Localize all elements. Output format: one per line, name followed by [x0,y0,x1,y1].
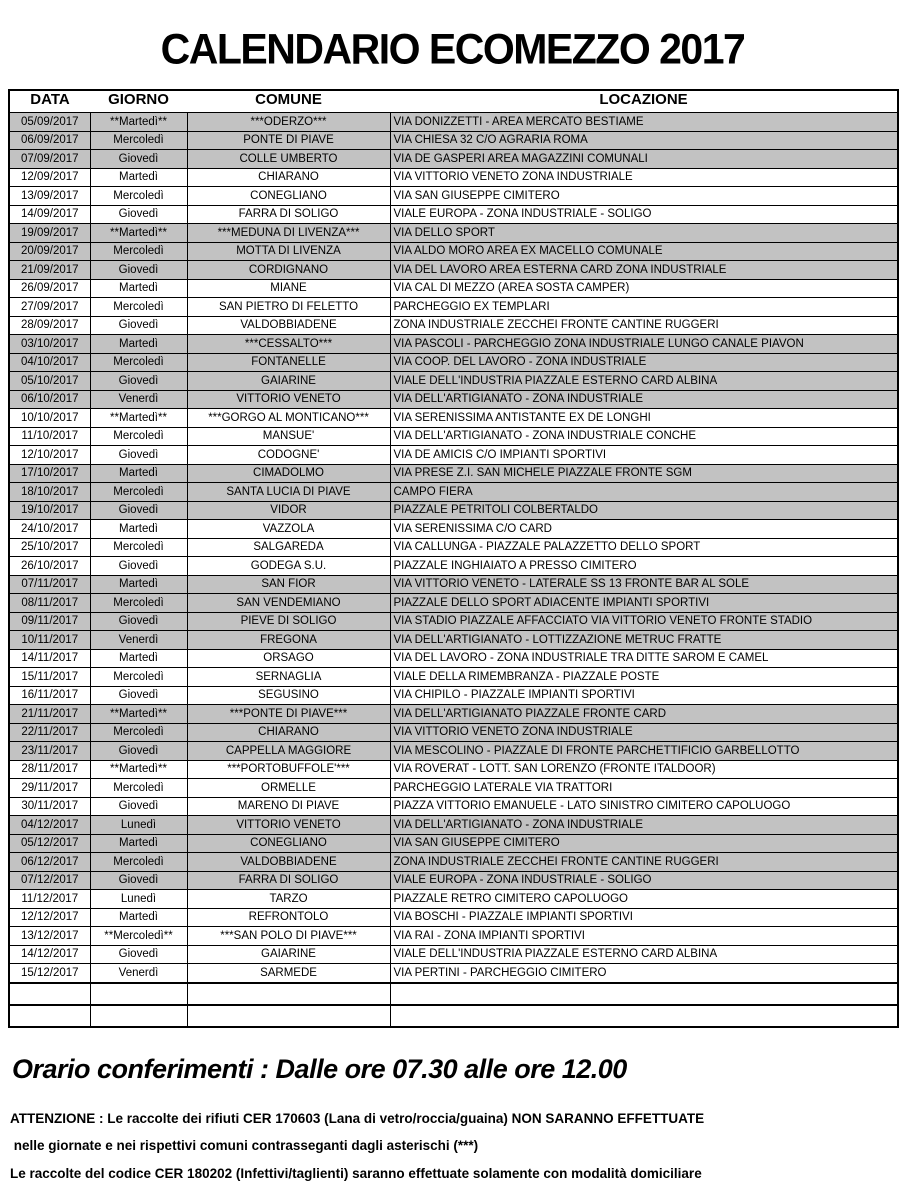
cell-locazione: VIA PERTINI - PARCHEGGIO CIMITERO [390,964,898,983]
cell-comune: VALDOBBIADENE [187,316,390,335]
table-row [9,501,898,520]
table-row [9,779,898,798]
cell-date: 14/11/2017 [9,649,90,668]
cell-comune: VAZZOLA [187,520,390,539]
cell-locazione: VIA DE AMICIS C/O IMPIANTI SPORTIVI [390,446,898,465]
cell-locazione: VIA SAN GIUSEPPE CIMITERO [390,187,898,206]
cell-comune: MANSUE' [187,427,390,446]
cell-date: 05/12/2017 [9,834,90,853]
cell-date: 08/11/2017 [9,594,90,613]
table-row [9,631,898,650]
cell-day: Mercoledì [90,779,187,798]
cell-day: Martedì [90,575,187,594]
column-header-locazione: LOCAZIONE [390,90,898,113]
cell-locazione: PIAZZALE INGHIAIATO A PRESSO CIMITERO [390,557,898,576]
cell-comune: ORMELLE [187,779,390,798]
cell-date: 17/10/2017 [9,464,90,483]
cell-locazione: VIA VITTORIO VENETO - LATERALE SS 13 FRONTE BAR AL SOLE [390,575,898,594]
cell-date: 16/11/2017 [9,686,90,705]
cell-date: 04/10/2017 [9,353,90,372]
table-row [9,446,898,465]
cell-comune: SARMEDE [187,964,390,983]
cell-comune: GAIARINE [187,372,390,391]
table-row [9,372,898,391]
cell-comune: VALDOBBIADENE [187,853,390,872]
column-header-data: DATA [9,90,90,113]
cell-comune: ***PORTOBUFFOLE'*** [187,760,390,779]
cell-day: Mercoledì [90,427,187,446]
cell-locazione: VIA DEL LAVORO - ZONA INDUSTRIALE TRA DITTE SAROM E CAMEL [390,649,898,668]
cell-day [90,983,187,1005]
cell-comune: GAIARINE [187,945,390,964]
cell-day: Mercoledì [90,131,187,150]
table-row [9,353,898,372]
cell-comune: GODEGA S.U. [187,557,390,576]
cell-date: 20/09/2017 [9,242,90,261]
cell-day: Giovedì [90,261,187,280]
cell-day: Martedì [90,649,187,668]
table-row [9,427,898,446]
cell-locazione: VIA DELL'ARTIGIANATO - ZONA INDUSTRIALE [390,816,898,835]
cell-date: 07/09/2017 [9,150,90,169]
table-row [9,187,898,206]
cell-day: Mercoledì [90,594,187,613]
cell-comune: FONTANELLE [187,353,390,372]
cell-date: 03/10/2017 [9,335,90,354]
cell-locazione [390,1005,898,1027]
cell-comune: PONTE DI PIAVE [187,131,390,150]
table-row [9,668,898,687]
cell-day: Mercoledì [90,483,187,502]
cell-date: 06/12/2017 [9,853,90,872]
cell-locazione: VIA CHIESA 32 C/O AGRARIA ROMA [390,131,898,150]
cell-day: Lunedì [90,890,187,909]
table-row [9,575,898,594]
cell-day: Giovedì [90,945,187,964]
orario-conferimenti-text: Orario conferimenti : Dalle ore 07.30 alle ore 12.00 [12,1053,627,1084]
calendar-table-body [9,113,898,1027]
cell-day: Giovedì [90,316,187,335]
cell-date: 26/09/2017 [9,279,90,298]
cell-day: Mercoledì [90,538,187,557]
cell-date: 15/12/2017 [9,964,90,983]
cell-locazione: VIA RAI - ZONA IMPIANTI SPORTIVI [390,927,898,946]
cell-date: 22/11/2017 [9,723,90,742]
column-header-comune: COMUNE [187,90,390,113]
table-row [9,908,898,927]
cell-day: **Martedì** [90,760,187,779]
cell-locazione: VIA DELL'ARTIGIANATO PIAZZALE FRONTE CARD [390,705,898,724]
cell-comune: SAN VENDEMIANO [187,594,390,613]
cell-day: **Martedì** [90,705,187,724]
cell-day: Mercoledì [90,853,187,872]
cell-locazione: VIALE EUROPA - ZONA INDUSTRIALE - SOLIGO [390,205,898,224]
table-row [9,964,898,983]
cell-locazione: ZONA INDUSTRIALE ZECCHEI FRONTE CANTINE RUGGERI [390,853,898,872]
cell-day: Martedì [90,464,187,483]
cell-date: 06/10/2017 [9,390,90,409]
table-row [9,834,898,853]
table-row [9,538,898,557]
table-row [9,279,898,298]
cell-comune: SERNAGLIA [187,668,390,687]
cell-comune: VITTORIO VENETO [187,816,390,835]
cell-comune: MOTTA DI LIVENZA [187,242,390,261]
cell-day: Venerdì [90,390,187,409]
cell-comune: ***PONTE DI PIAVE*** [187,705,390,724]
cell-day: Martedì [90,908,187,927]
table-row [9,816,898,835]
column-header-giorno: GIORNO [90,90,187,113]
table-row [9,853,898,872]
table-row [9,113,898,132]
cell-locazione: CAMPO FIERA [390,483,898,502]
cell-date: 14/09/2017 [9,205,90,224]
cell-date [9,1005,90,1027]
empty-table-row [9,1005,898,1027]
cell-day: Giovedì [90,372,187,391]
cell-locazione: PIAZZALE PETRITOLI COLBERTALDO [390,501,898,520]
cell-day: **Martedì** [90,409,187,428]
cell-comune: FARRA DI SOLIGO [187,205,390,224]
cell-date: 05/09/2017 [9,113,90,132]
cell-day: Martedì [90,520,187,539]
cell-comune [187,1005,390,1027]
cell-date: 26/10/2017 [9,557,90,576]
cell-locazione: VIALE EUROPA - ZONA INDUSTRIALE - SOLIGO [390,871,898,890]
table-row [9,390,898,409]
cell-day: **Mercoledì** [90,927,187,946]
cell-locazione: VIALE DELL'INDUSTRIA PIAZZALE ESTERNO CARD ALBINA [390,945,898,964]
table-row [9,797,898,816]
cell-day: Martedì [90,168,187,187]
cell-date: 07/12/2017 [9,871,90,890]
cell-locazione: VIALE DELLA RIMEMBRANZA - PIAZZALE POSTE [390,668,898,687]
table-row [9,131,898,150]
cell-day: Mercoledì [90,668,187,687]
cell-locazione: VIA SERENISSIMA ANTISTANTE EX DE LONGHI [390,409,898,428]
cell-day: Venerdì [90,631,187,650]
cell-day: Martedì [90,279,187,298]
cell-date: 28/11/2017 [9,760,90,779]
cell-locazione: VIA DE GASPERI AREA MAGAZZINI COMUNALI [390,150,898,169]
cell-locazione: VIA PRESE Z.I. SAN MICHELE PIAZZALE FRONTE SGM [390,464,898,483]
cell-comune: REFRONTOLO [187,908,390,927]
cell-locazione: VIA DONIZZETTI - AREA MERCATO BESTIAME [390,113,898,132]
table-row [9,686,898,705]
cell-day: Giovedì [90,797,187,816]
cell-locazione: VIA DELL'ARTIGIANATO - ZONA INDUSTRIALE [390,390,898,409]
cell-locazione: VIA SERENISSIMA C/O CARD [390,520,898,539]
cell-date [9,983,90,1005]
cell-locazione: VIA DELL'ARTIGIANATO - LOTTIZZAZIONE METRUC FRATTE [390,631,898,650]
cell-date: 24/10/2017 [9,520,90,539]
cell-day: Giovedì [90,871,187,890]
cell-comune: SAN FIOR [187,575,390,594]
cell-day: Giovedì [90,205,187,224]
table-row [9,871,898,890]
cell-comune: CONEGLIANO [187,834,390,853]
table-row [9,409,898,428]
cell-comune: ***GORGO AL MONTICANO*** [187,409,390,428]
footer [0,1054,905,1184]
table-row [9,760,898,779]
cell-date: 29/11/2017 [9,779,90,798]
cell-comune: VIDOR [187,501,390,520]
cell-comune: CIMADOLMO [187,464,390,483]
table-row [9,205,898,224]
cell-date: 14/12/2017 [9,945,90,964]
cell-locazione: VIA DEL LAVORO AREA ESTERNA CARD ZONA INDUSTRIALE [390,261,898,280]
cell-comune: CHIARANO [187,168,390,187]
cell-date: 13/12/2017 [9,927,90,946]
table-row [9,261,898,280]
cell-date: 15/11/2017 [9,668,90,687]
attention-note-line-2: nelle giornate e nei rispettivi comuni contrasseganti dagli asterischi (***) [10,1138,479,1154]
cell-day: Martedì [90,335,187,354]
cell-locazione: VIA ROVERAT - LOTT. SAN LORENZO (FRONTE ITALDOOR) [390,760,898,779]
cell-date: 27/09/2017 [9,298,90,317]
cell-locazione: VIA DELLO SPORT [390,224,898,243]
cell-day [90,1005,187,1027]
cell-date: 13/09/2017 [9,187,90,206]
cell-day: Mercoledì [90,187,187,206]
cell-date: 05/10/2017 [9,372,90,391]
table-row [9,224,898,243]
table-row [9,483,898,502]
cell-locazione: VIA VITTORIO VENETO ZONA INDUSTRIALE [390,168,898,187]
cell-locazione [390,983,898,1005]
cell-locazione: VIA VITTORIO VENETO ZONA INDUSTRIALE [390,723,898,742]
cell-comune: MARENO DI PIAVE [187,797,390,816]
cell-day: Giovedì [90,501,187,520]
cell-comune: SEGUSINO [187,686,390,705]
cell-date: 10/11/2017 [9,631,90,650]
table-row [9,612,898,631]
cell-comune: COLLE UMBERTO [187,150,390,169]
cell-locazione: VIA CHIPILO - PIAZZALE IMPIANTI SPORTIVI [390,686,898,705]
cell-date: 21/09/2017 [9,261,90,280]
cell-day: Lunedì [90,816,187,835]
cell-locazione: VIA CALLUNGA - PIAZZALE PALAZZETTO DELLO SPORT [390,538,898,557]
cell-date: 12/09/2017 [9,168,90,187]
cell-date: 12/12/2017 [9,908,90,927]
cell-locazione: VIA DELL'ARTIGIANATO - ZONA INDUSTRIALE CONCHE [390,427,898,446]
cell-comune: MIANE [187,279,390,298]
cell-comune: CODOGNE' [187,446,390,465]
cell-comune: SANTA LUCIA DI PIAVE [187,483,390,502]
cell-comune: ORSAGO [187,649,390,668]
cell-comune: PIEVE DI SOLIGO [187,612,390,631]
cell-locazione: VIA SAN GIUSEPPE CIMITERO [390,834,898,853]
cell-comune: ***CESSALTO*** [187,335,390,354]
calendar-table-header [9,90,898,113]
attention-note-line-1: ATTENZIONE : Le raccolte dei rifiuti CER 170603 (Lana di vetro/roccia/guaina) NON SARANNO EFFETTUATE [10,1110,705,1126]
cell-day: Mercoledì [90,353,187,372]
cell-locazione: VIA CAL DI MEZZO (AREA SOSTA CAMPER) [390,279,898,298]
cell-day: Giovedì [90,446,187,465]
cell-comune: ***MEDUNA DI LIVENZA*** [187,224,390,243]
cell-date: 21/11/2017 [9,705,90,724]
calendar-table [8,89,899,1028]
cell-locazione: PIAZZALE DELLO SPORT ADIACENTE IMPIANTI SPORTIVI [390,594,898,613]
table-row [9,464,898,483]
cell-date: 09/11/2017 [9,612,90,631]
cell-day: Giovedì [90,686,187,705]
cell-locazione: VIA PASCOLI - PARCHEGGIO ZONA INDUSTRIALE LUNGO CANALE PIAVON [390,335,898,354]
cell-comune: SAN PIETRO DI FELETTO [187,298,390,317]
cell-comune [187,983,390,1005]
cell-day: Giovedì [90,612,187,631]
header-row [9,90,898,113]
cell-date: 10/10/2017 [9,409,90,428]
page-title: CALENDARIO ECOMEZZO 2017 [160,25,745,73]
table-row [9,557,898,576]
cell-date: 07/11/2017 [9,575,90,594]
table-row [9,150,898,169]
cell-date: 12/10/2017 [9,446,90,465]
table-row [9,890,898,909]
table-row [9,335,898,354]
cell-day: Mercoledì [90,298,187,317]
cell-locazione: VIA COOP. DEL LAVORO - ZONA INDUSTRIALE [390,353,898,372]
cell-day: Venerdì [90,964,187,983]
cell-date: 30/11/2017 [9,797,90,816]
cell-day: **Martedì** [90,224,187,243]
cell-locazione: PIAZZALE RETRO CIMITERO CAPOLUOGO [390,890,898,909]
cell-locazione: PARCHEGGIO LATERALE VIA TRATTORI [390,779,898,798]
table-row [9,168,898,187]
cell-locazione: VIA STADIO PIAZZALE AFFACCIATO VIA VITTORIO VENETO FRONTE STADIO [390,612,898,631]
cell-date: 11/12/2017 [9,890,90,909]
table-row [9,520,898,539]
cell-date: 23/11/2017 [9,742,90,761]
cell-locazione: VIA MESCOLINO - PIAZZALE DI FRONTE PARCHETTIFICIO GARBELLOTTO [390,742,898,761]
cell-comune: TARZO [187,890,390,909]
cell-comune: CONEGLIANO [187,187,390,206]
table-row [9,316,898,335]
cell-day: Giovedì [90,557,187,576]
cell-date: 18/10/2017 [9,483,90,502]
cell-comune: ***ODERZO*** [187,113,390,132]
cell-locazione: VIA BOSCHI - PIAZZALE IMPIANTI SPORTIVI [390,908,898,927]
table-row [9,242,898,261]
cell-locazione: PIAZZA VITTORIO EMANUELE - LATO SINISTRO CIMITERO CAPOLUOGO [390,797,898,816]
table-row [9,723,898,742]
cell-comune: FREGONA [187,631,390,650]
empty-table-row [9,983,898,1005]
cell-comune: FARRA DI SOLIGO [187,871,390,890]
cell-locazione: VIALE DELL'INDUSTRIA PIAZZALE ESTERNO CARD ALBINA [390,372,898,391]
cell-date: 11/10/2017 [9,427,90,446]
cell-day: Martedì [90,834,187,853]
cell-comune: CAPPELLA MAGGIORE [187,742,390,761]
cell-comune: CORDIGNANO [187,261,390,280]
cell-locazione: VIA ALDO MORO AREA EX MACELLO COMUNALE [390,242,898,261]
table-row [9,594,898,613]
attention-note-line-3: Le raccolte del codice CER 180202 (Infettivi/taglienti) saranno effettuate solamente con modalità domiciliare [10,1165,702,1181]
cell-day: Giovedì [90,150,187,169]
table-row [9,649,898,668]
cell-locazione: ZONA INDUSTRIALE ZECCHEI FRONTE CANTINE RUGGERI [390,316,898,335]
cell-date: 19/09/2017 [9,224,90,243]
cell-date: 25/10/2017 [9,538,90,557]
cell-comune: CHIARANO [187,723,390,742]
cell-date: 19/10/2017 [9,501,90,520]
cell-day: Giovedì [90,742,187,761]
cell-comune: ***SAN POLO DI PIAVE*** [187,927,390,946]
cell-locazione: PARCHEGGIO EX TEMPLARI [390,298,898,317]
table-row [9,927,898,946]
cell-day: Mercoledì [90,242,187,261]
cell-comune: SALGAREDA [187,538,390,557]
table-row [9,742,898,761]
cell-comune: VITTORIO VENETO [187,390,390,409]
cell-day: **Martedì** [90,113,187,132]
cell-date: 04/12/2017 [9,816,90,835]
table-row [9,705,898,724]
cell-date: 28/09/2017 [9,316,90,335]
cell-date: 06/09/2017 [9,131,90,150]
table-row [9,945,898,964]
cell-day: Mercoledì [90,723,187,742]
table-row [9,298,898,317]
